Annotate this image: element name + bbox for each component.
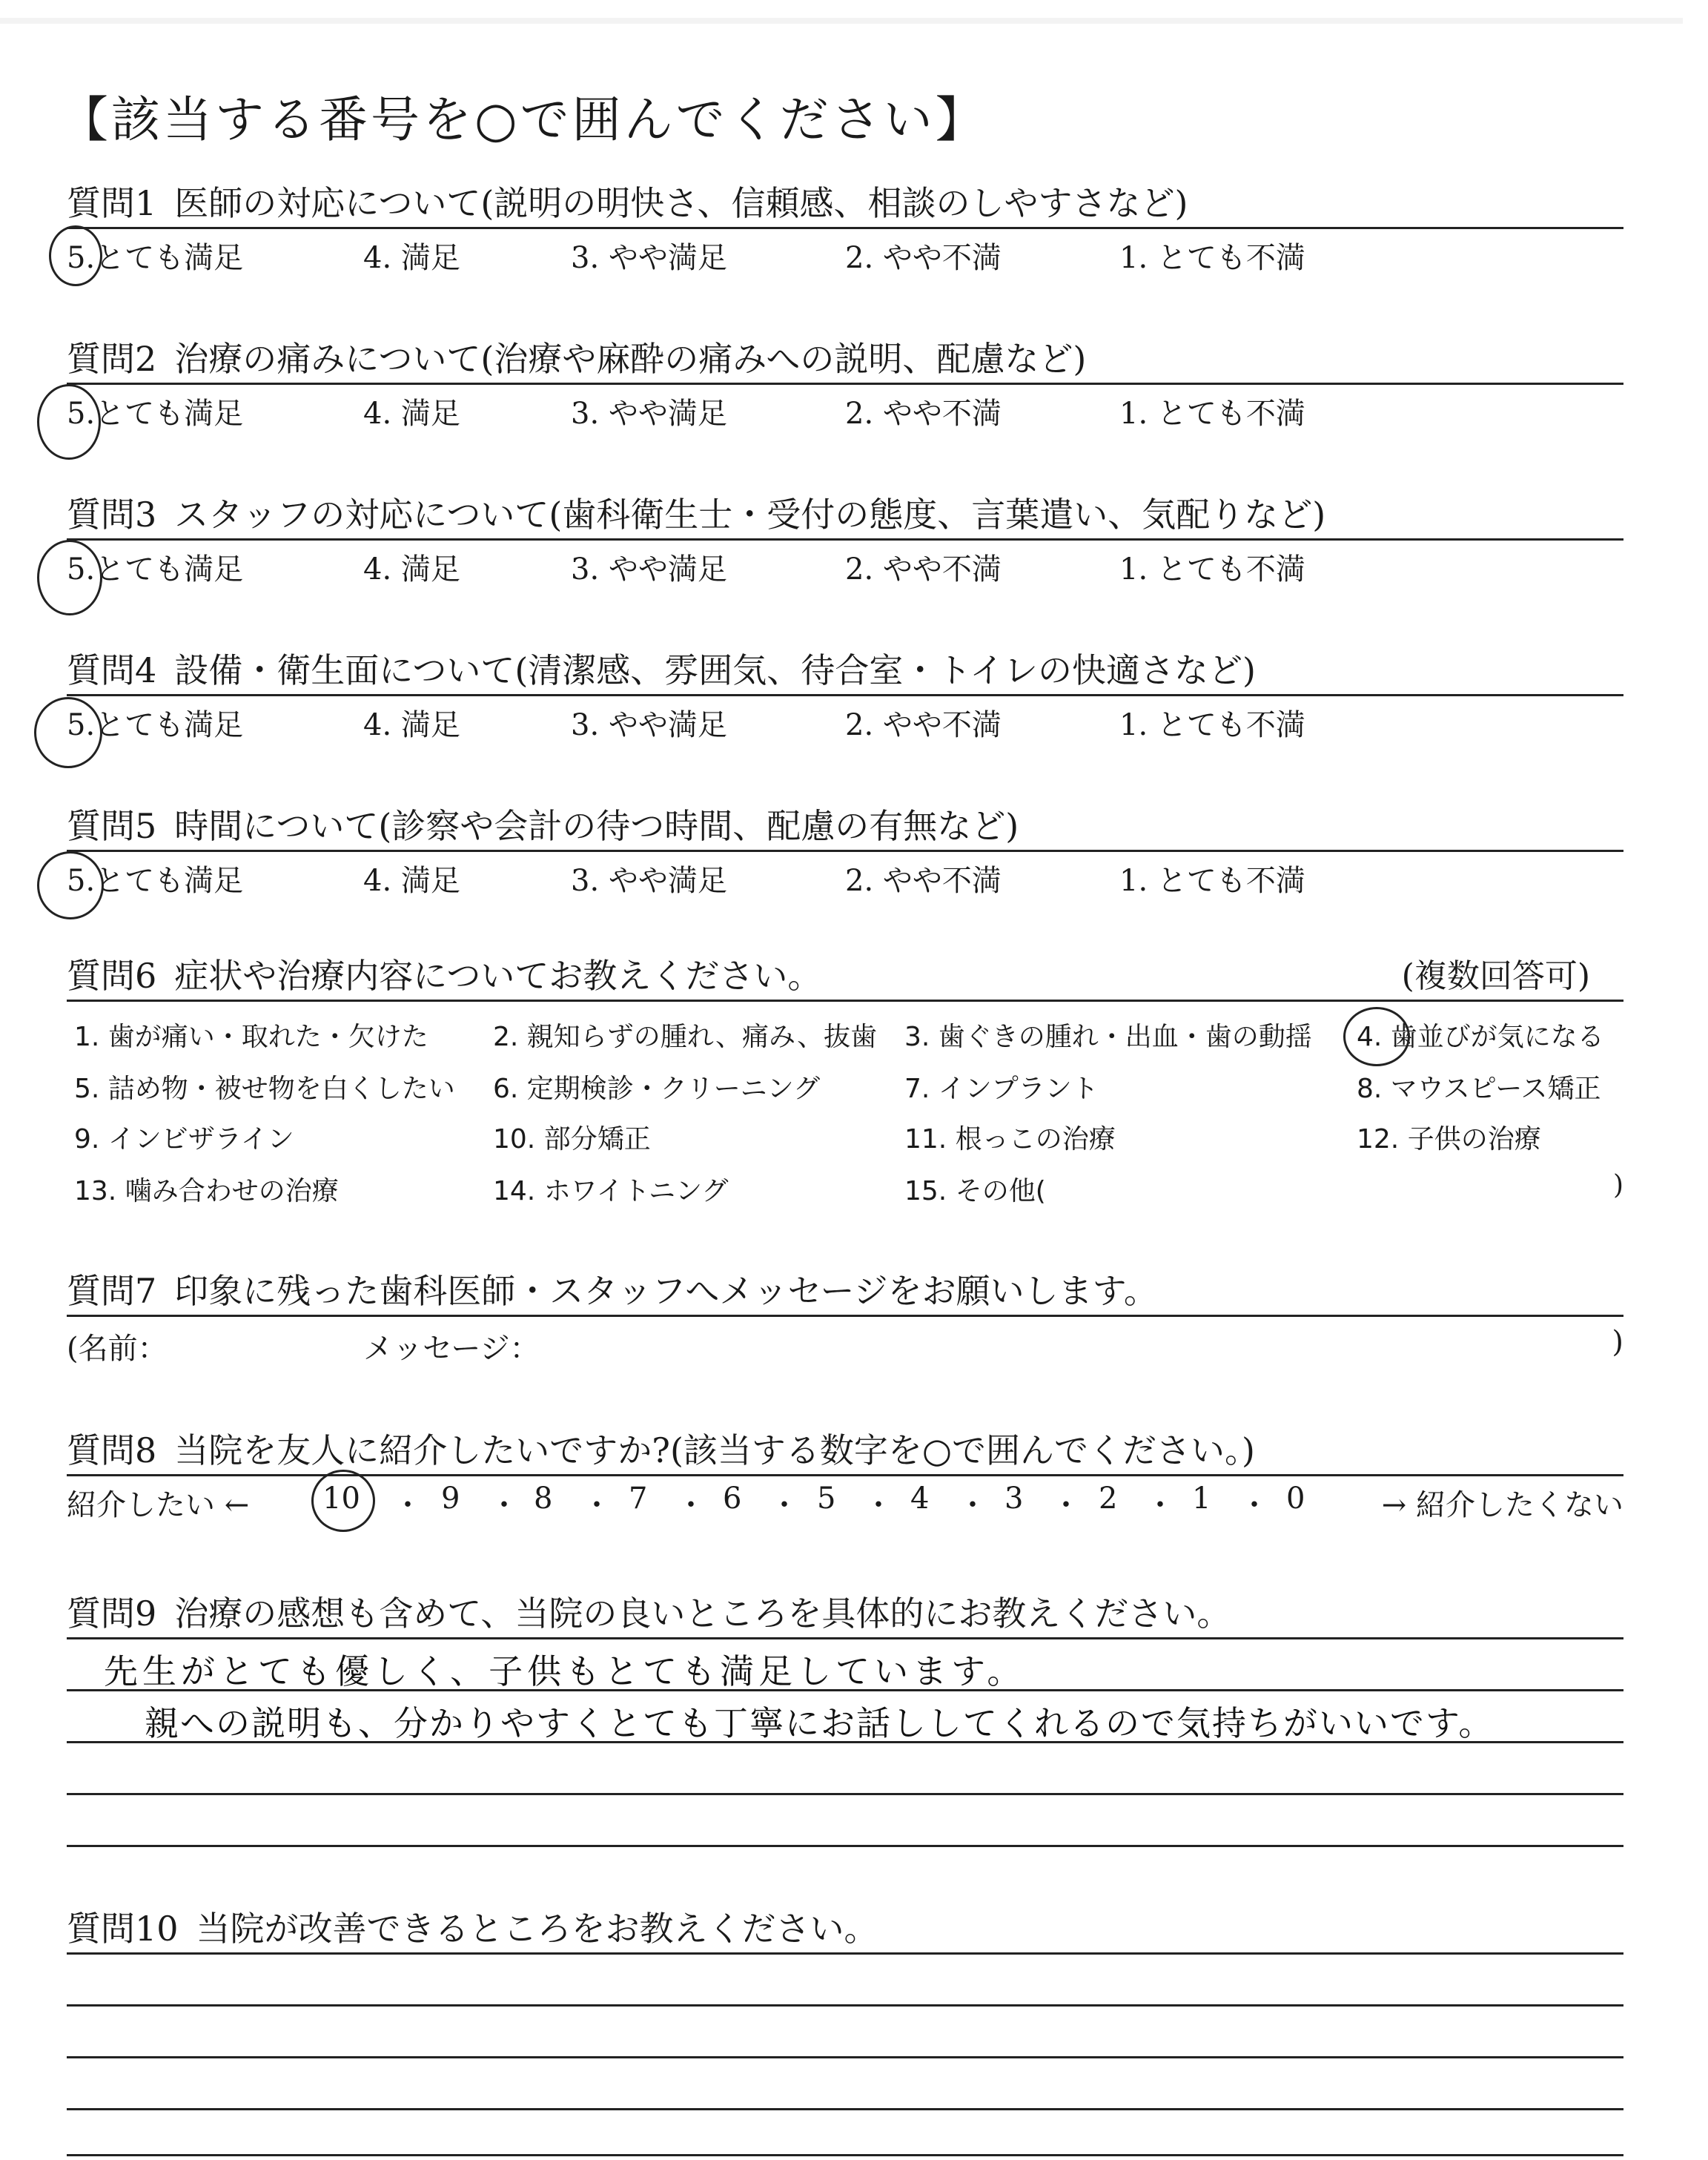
question-number: 質問10	[67, 1909, 179, 1949]
option-5[interactable]: 5.とても満足	[67, 552, 244, 587]
question-text: 時間について(診察や会計の待つ時間、配慮の有無など)	[174, 806, 1019, 846]
scale-number[interactable]: 2	[1099, 1482, 1118, 1516]
selection-circle	[37, 851, 104, 919]
answer-line	[67, 1637, 1623, 1639]
page-title: 【該当する番号を○で囲んでください】	[59, 91, 987, 148]
scale-left-label: 紹介したい ←	[67, 1488, 250, 1522]
divider	[67, 538, 1623, 541]
divider	[67, 227, 1623, 229]
symptom-option[interactable]: 10. 部分矯正	[493, 1124, 651, 1155]
divider	[67, 1000, 1623, 1002]
separator-dot: ・	[489, 1488, 519, 1522]
question-6	[67, 949, 1631, 1216]
selection-circle	[37, 540, 102, 615]
symptom-option[interactable]: 6. 定期検診・クリーニング	[493, 1074, 821, 1104]
scale-number[interactable]: 1	[1192, 1482, 1211, 1516]
close-paren: )	[1612, 1325, 1623, 1359]
separator-dot: ・	[1051, 1488, 1081, 1522]
scale-number[interactable]: 0	[1286, 1482, 1305, 1516]
option-5[interactable]: 5.とても満足	[67, 864, 244, 898]
symptom-option[interactable]: 5. 詰め物・被せ物を白くしたい	[74, 1074, 455, 1104]
question-text: 設備・衛生面について(清潔感、雰囲気、待合室・トイレの快適さなど)	[174, 650, 1256, 690]
separator-dot: ・	[393, 1488, 423, 1522]
answer-line	[67, 1793, 1623, 1795]
question-text: 治療の感想も含めて、当院の良いところを具体的にお教えください。	[174, 1593, 1231, 1634]
question-number: 質問7	[67, 1271, 157, 1311]
option-1[interactable]: 1. とても不満	[1119, 552, 1305, 587]
question-text: 当院を友人に紹介したいですか?(該当する数字を○で囲んでください。)	[174, 1430, 1255, 1470]
divider	[67, 850, 1623, 852]
question-9	[67, 1587, 1631, 1854]
selection-circle	[34, 697, 102, 768]
question-number: 質問5	[67, 806, 157, 846]
question-2	[67, 332, 1631, 431]
question-text: 症状や治療内容についてお教えください。	[174, 956, 822, 996]
symptom-option[interactable]: 1. 歯が痛い・取れた・欠けた	[74, 1022, 428, 1052]
divider	[67, 383, 1623, 385]
name-label: (名前：	[67, 1332, 168, 1366]
question-number: 質問2	[67, 339, 157, 379]
option-2[interactable]: 2. やや不満	[845, 552, 1002, 587]
question-number: 質問4	[67, 650, 157, 690]
answer-line	[67, 1952, 1623, 1955]
option-4[interactable]: 4. 満足	[363, 864, 460, 898]
option-1[interactable]: 1. とても不満	[1119, 708, 1305, 742]
separator-dot: ・	[582, 1488, 612, 1522]
selection-circle	[49, 225, 102, 286]
question-text: 印象に残った歯科医師・スタッフへメッセージをお願いします。	[174, 1271, 1158, 1311]
option-4[interactable]: 4. 満足	[363, 708, 460, 742]
symptom-option[interactable]: 2. 親知らずの腫れ、痛み、抜歯	[493, 1022, 878, 1052]
option-3[interactable]: 3. やや満足	[571, 552, 727, 587]
option-5[interactable]: 5.とても満足	[67, 397, 244, 431]
option-5[interactable]: 5.とても満足	[67, 241, 244, 275]
answer-line	[67, 2056, 1623, 2058]
question-4	[67, 644, 1631, 742]
option-2[interactable]: 2. やや不満	[845, 864, 1002, 898]
answer-line	[67, 2108, 1623, 2110]
scale-right-label: → 紹介したくない	[1381, 1488, 1623, 1522]
question-5	[67, 799, 1631, 898]
scale-number[interactable]: 5	[817, 1482, 836, 1516]
question-text: 医師の対応について(説明の明快さ、信頼感、相談のしやすさなど)	[174, 183, 1188, 223]
separator-dot: ・	[769, 1488, 799, 1522]
question-text: スタッフの対応について(歯科衛生士・受付の態度、言葉遣い、気配りなど)	[174, 495, 1326, 535]
question-text: 治療の痛みについて(治療や麻酔の痛みへの説明、配慮など)	[174, 339, 1087, 379]
separator-dot: ・	[864, 1488, 893, 1522]
selection-circle	[311, 1470, 375, 1532]
scale-number[interactable]: 4	[910, 1482, 930, 1516]
symptom-option[interactable]: 13. 噛み合わせの治療	[74, 1176, 339, 1206]
scale-number[interactable]: 9	[441, 1482, 460, 1516]
question-number: 質問8	[67, 1430, 157, 1470]
symptom-option[interactable]: 9. インビザライン	[74, 1124, 294, 1155]
answer-line	[67, 2004, 1623, 2007]
scale-number[interactable]: 3	[1004, 1482, 1024, 1516]
scale-number[interactable]: 6	[723, 1482, 742, 1516]
divider	[67, 694, 1623, 696]
message-label: メッセージ：	[363, 1332, 540, 1366]
selection-circle	[37, 384, 101, 460]
symptom-option[interactable]: 3. 歯ぐきの腫れ・出血・歯の動揺	[904, 1022, 1312, 1052]
option-4[interactable]: 4. 満足	[363, 241, 460, 275]
question-text: 当院が改善できるところをお教えください。	[196, 1909, 878, 1949]
separator-dot: ・	[958, 1488, 987, 1522]
option-1[interactable]: 1. とても不満	[1119, 864, 1305, 898]
question-1	[67, 176, 1631, 275]
option-2[interactable]: 2. やや不満	[845, 708, 1002, 742]
option-3[interactable]: 3. やや満足	[571, 708, 727, 742]
question-10	[67, 1902, 1631, 2160]
divider	[67, 1315, 1623, 1317]
question-number: 質問9	[67, 1593, 157, 1634]
question-number: 質問6	[67, 956, 157, 996]
divider	[67, 1474, 1623, 1476]
question-8	[67, 1424, 1631, 1542]
answer-line	[67, 1845, 1623, 1847]
other-close-paren: )	[1612, 1170, 1623, 1200]
question-7	[67, 1264, 1631, 1375]
symptom-option[interactable]: 12. 子供の治療	[1357, 1124, 1541, 1155]
separator-dot: ・	[676, 1488, 706, 1522]
option-3[interactable]: 3. やや満足	[571, 241, 727, 275]
option-5[interactable]: 5.とても満足	[67, 708, 244, 742]
scale-number[interactable]: 8	[534, 1482, 553, 1516]
option-3[interactable]: 3. やや満足	[571, 397, 727, 431]
symptom-option[interactable]: 7. インプラント	[904, 1074, 1099, 1104]
scale-number[interactable]: 10	[322, 1482, 360, 1516]
selection-circle	[1343, 1007, 1410, 1066]
multiple-answers-note: (複数回答可)	[1401, 957, 1590, 995]
option-1[interactable]: 1. とても不満	[1119, 397, 1305, 431]
symptom-option[interactable]: 4. 歯並びが気になる	[1357, 1022, 1604, 1052]
separator-dot: ・	[1145, 1488, 1175, 1522]
scale-number[interactable]: 7	[629, 1482, 648, 1516]
option-1[interactable]: 1. とても不満	[1119, 241, 1305, 275]
option-2[interactable]: 2. やや不満	[845, 241, 1002, 275]
answer-line	[67, 2154, 1623, 2156]
question-number: 質問1	[67, 183, 157, 223]
handwritten-answer-line-2[interactable]: 親への説明も、分かりやすくとても丁寧にお話ししてくれるので気持ちがいいです。	[145, 1703, 1494, 1743]
option-3[interactable]: 3. やや満足	[571, 864, 727, 898]
scan-top-edge	[0, 18, 1683, 24]
symptom-option[interactable]: 11. 根っこの治療	[904, 1124, 1116, 1155]
symptom-option-other[interactable]: 15. その他(	[904, 1176, 1046, 1206]
question-3	[67, 488, 1631, 587]
option-4[interactable]: 4. 満足	[363, 552, 460, 587]
handwritten-answer-line-1[interactable]: 先生がとても優しく、子供もとても満足しています。	[104, 1651, 1026, 1691]
recommend-scale	[67, 1482, 1631, 1526]
separator-dot: ・	[1239, 1488, 1269, 1522]
question-number: 質問3	[67, 495, 157, 535]
option-4[interactable]: 4. 満足	[363, 397, 460, 431]
symptom-option[interactable]: 8. マウスピース矯正	[1357, 1074, 1601, 1104]
option-2[interactable]: 2. やや不満	[845, 397, 1002, 431]
symptom-option[interactable]: 14. ホワイトニング	[493, 1176, 729, 1206]
